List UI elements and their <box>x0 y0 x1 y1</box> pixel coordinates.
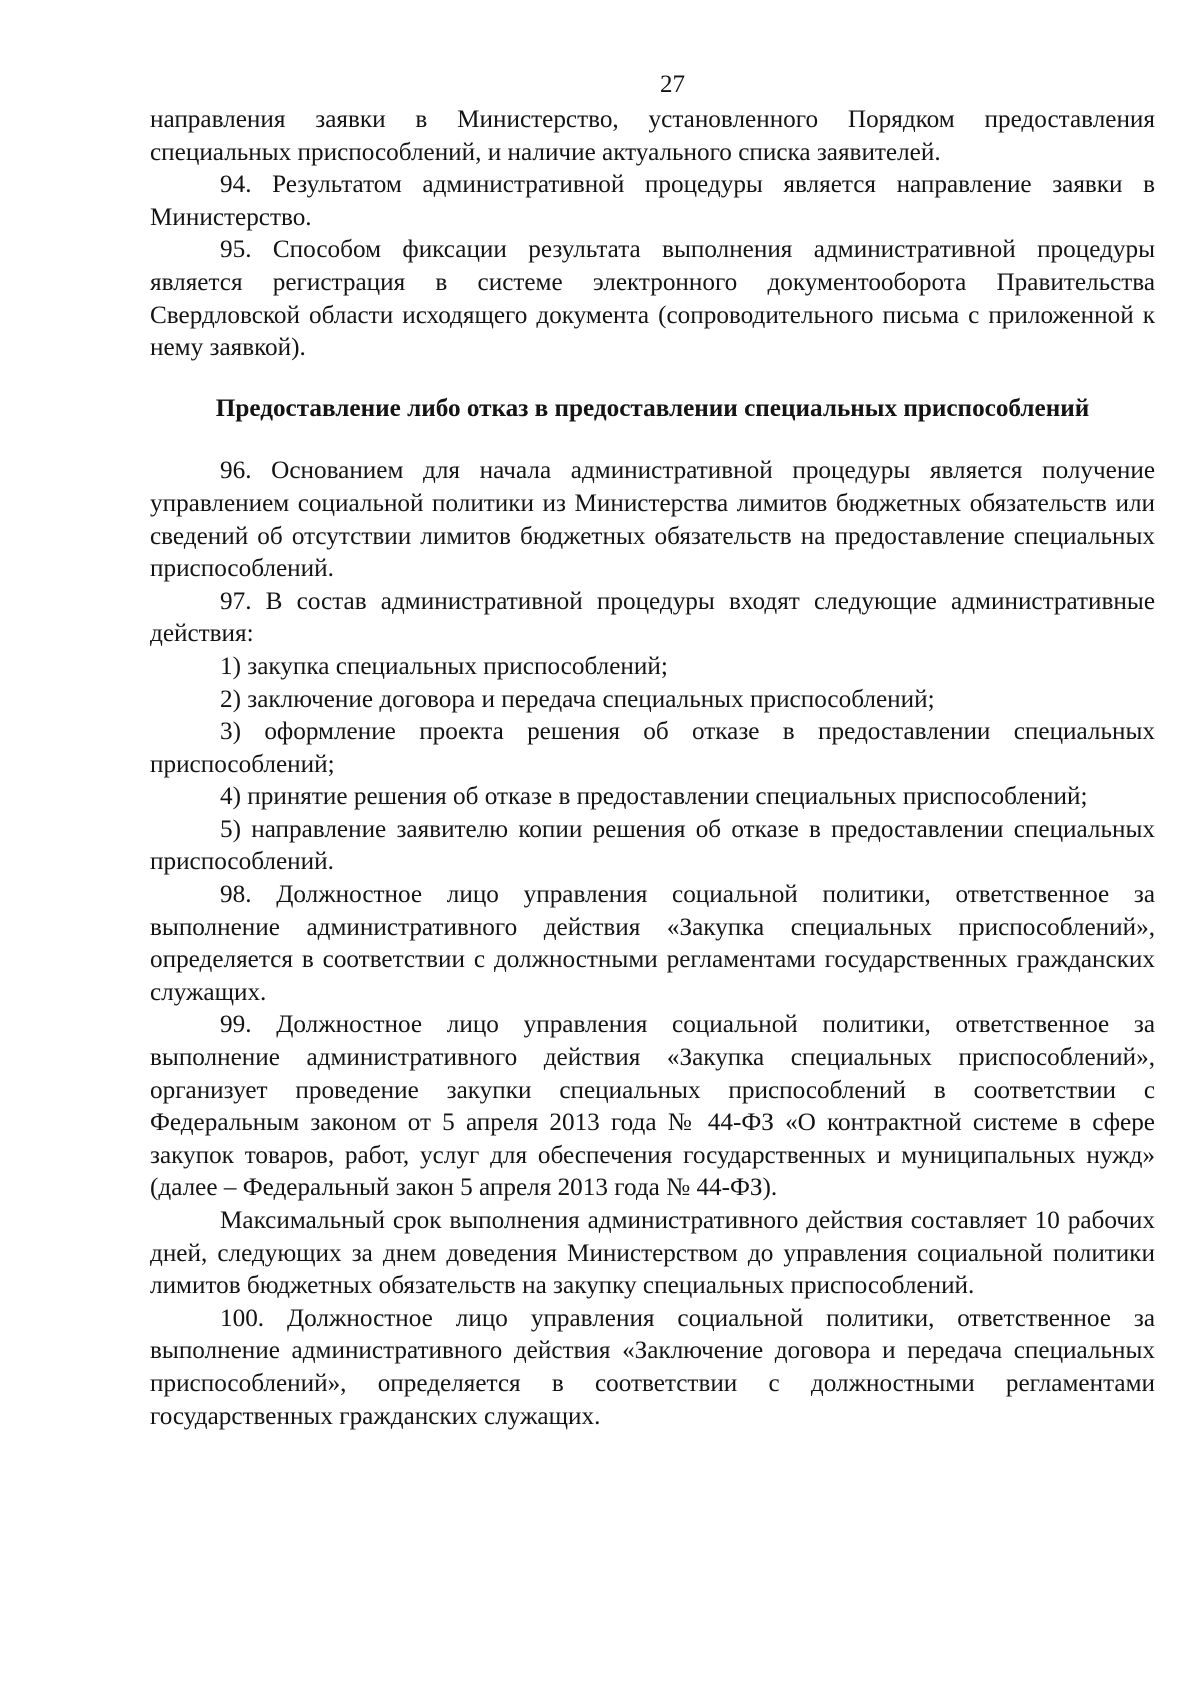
paragraph-p99b: Максимальный срок выполнения административного действия составляет 10 рабочих дней, следующих за днем доведения Министерством до управления социальной политики лимитов бюджетных обязательств на закупку специальных приспособлений. <box>150 1207 1155 1300</box>
paragraph-p98: 98. Должностное лицо управления социальной политики, ответственное за выполнение административного действия «Закупка специальных приспособлений», определяется в соответствии с должностными регламентами государственных гражданских служащих. <box>150 881 1155 1006</box>
paragraph-p94: 94. Результатом административной процедуры является направление заявки в Министерство. <box>150 171 1155 231</box>
paragraphs-bottom <box>150 455 1155 1433</box>
section-heading: Предоставление либо отказ в предоставлении специальных приспособлений <box>215 394 1090 422</box>
paragraph-p100: 100. Должностное лицо управления социальной политики, ответственное за выполнение административного действия «Заключение договора и передача специальных приспособлений», определяется в соответствии с должностными регламентами государственных гражданских служащих. <box>150 1304 1155 1430</box>
paragraph-item4: 4) принятие решения об отказе в предоставлении специальных приспособлений; <box>220 783 1088 811</box>
paragraphs-top <box>150 104 1155 365</box>
paragraph-item3: 3) оформление проекта решения об отказе в предоставлении специальных приспособлений; <box>150 718 1155 778</box>
paragraph-p97: 97. В состав административной процедуры входят следующие административные действия: <box>150 587 1155 648</box>
page-number: 27 <box>660 71 685 98</box>
paragraph-cont: направления заявки в Министерство, установленного Порядком предоставления специальных приспособлений, и наличие актуального списка заявителей. <box>150 106 1155 166</box>
paragraph-item5: 5) направление заявителю копии решения об отказе в предоставлении специальных приспособлений. <box>150 815 1155 876</box>
paragraph-item1: 1) закупка специальных приспособлений; <box>220 652 668 680</box>
paragraph-p96: 96. Основанием для начала административной процедуры является получение управлением социальной политики из Министерства лимитов бюджетных обязательств или сведений об отсутствии лимитов бюджетных обязательств на предоставление специальных приспособлений. <box>150 457 1155 583</box>
paragraph-p99: 99. Должностное лицо управления социальной политики, ответственное за выполнение административного действия «Закупка специальных приспособлений», организует проведение закупки специальных приспособлений в соответствии с Федеральным законом от 5 апреля 2013 года № 44-ФЗ «О контрактной системе в сфере закупок товаров, работ, услуг для обеспечения государственных и муниципальных нужд» (далее – Федеральный закон 5 апреля 2013 года № 44-ФЗ). <box>150 1011 1155 1202</box>
paragraph-item2: 2) заключение договора и передача специальных приспособлений; <box>220 685 935 713</box>
document-page <box>150 70 1155 1433</box>
paragraph-p95: 95. Способом фиксации результата выполнения административной процедуры является регистрация в системе электронного документооборота Правительства Свердловской области исходящего документа (сопроводительного письма с приложенной к нему заявкой). <box>150 236 1155 362</box>
